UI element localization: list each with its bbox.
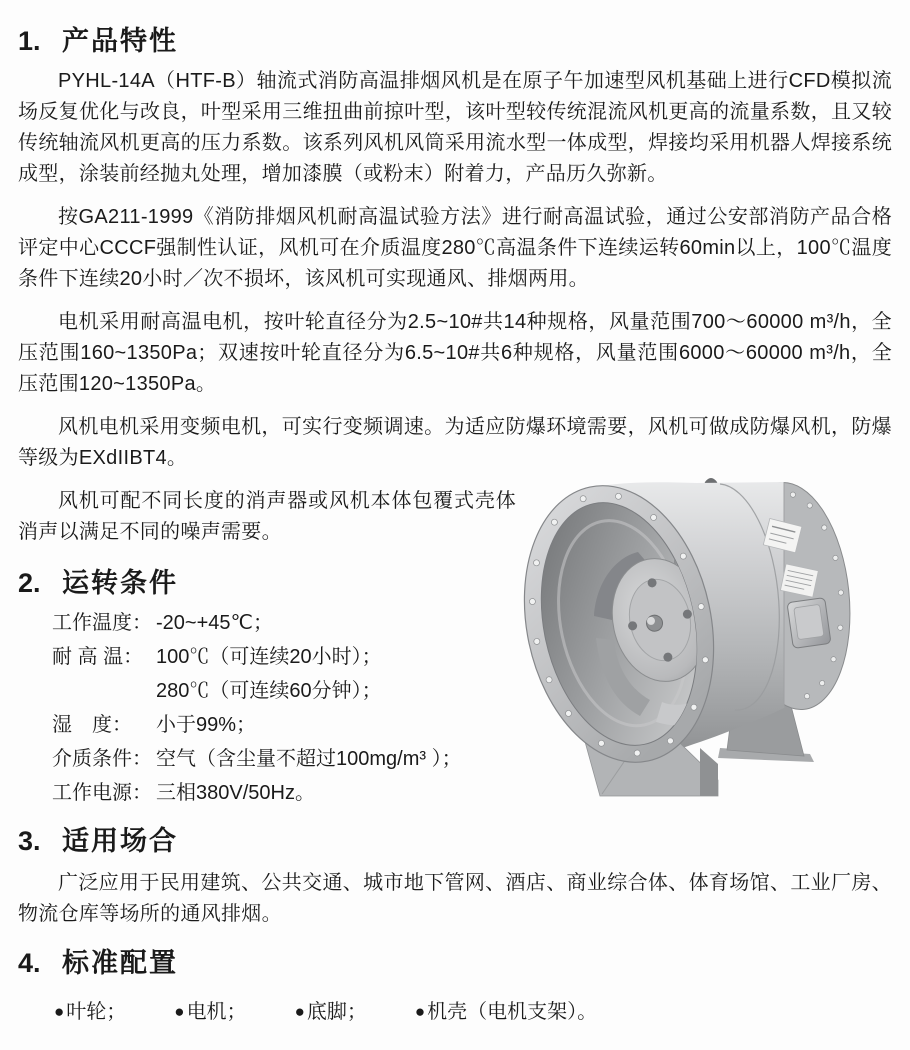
section-4-title: 标准配置 [62,948,178,978]
axial-fan-product-photo [522,448,910,806]
product-features-paragraph-2: 按GA211-1999《消防排烟风机耐高温试验方法》进行耐高温试验，通过公安部消防产品合格评定中心CCCF强制性认证，风机可在介质温度280℃高温条件下连续运转60min以上，100℃温度条件下连续20小时／次不损坏，该风机可实现通风、排烟两用。 [18,206,892,290]
condition-row [52,742,538,776]
operating-conditions-section [18,566,538,810]
section-3-heading [18,824,892,858]
config-item-foot [295,998,367,1026]
condition-row [52,606,538,640]
condition-value: 三相380V/50Hz。 [156,782,315,804]
section-3-title: 适用场合 [62,826,178,856]
section-1-title: 产品特性 [62,26,178,56]
conditions-list [18,606,538,810]
condition-row [52,674,538,708]
product-features-paragraph-4: 风机电机采用变频电机，可实行变频调速。为适应防爆环境需要，风机可做成防爆风机，防爆等级为EXdIIBT4。 [18,416,892,469]
condition-value: 100℃（可连续20小时）； [156,646,382,668]
condition-row [52,640,538,674]
config-item-label: 电机； [186,1001,247,1023]
condition-label: 湿 度： [52,714,132,736]
config-item-casing [415,998,597,1026]
condition-row [52,708,538,742]
section-2-number: 2. [18,568,41,598]
product-features-paragraph-5: 风机可配不同长度的消声器或风机本体包覆式壳体消声以满足不同的噪声需要。 [18,490,516,543]
section-2-title: 运转条件 [62,568,178,598]
config-item-label: 机壳（电机支架）。 [427,1001,598,1023]
section-4-heading [18,946,892,980]
config-item-impeller [54,998,126,1026]
section-1-number: 1. [18,26,41,56]
applications-paragraph: 广泛应用于民用建筑、公共交通、城市地下管网、酒店、商业综合体、体育场馆、工业厂房、物流仓库等场所的通风排烟。 [18,872,892,925]
config-item-motor [174,998,246,1026]
bullet-icon: ● [54,1002,65,1021]
product-features-paragraph-1: PYHL-14A（HTF-B）轴流式消防高温排烟风机是在原子午加速型风机基础上进行CFD模拟流场反复优化与改良，叶型采用三维扭曲前掠叶型，该叶型较传统混流风机更高的流量系数，且又较传统轴流风机更高的压力系数。该系列风机风筒采用流水型一体成型，焊接均采用机器人焊接系统成型，涂装前经抛丸处理，增加漆膜（或粉末）附着力，产品历久弥新。 [18,70,892,185]
condition-label: 耐 高 温： [52,646,144,668]
condition-value: 空气（含尘量不超过100mg/m³ ）； [156,748,462,770]
section-2-heading [18,566,538,600]
config-item-label: 底脚； [306,1001,367,1023]
section-4-number: 4. [18,948,41,978]
product-features-paragraph-3: 电机采用耐高温电机，按叶轮直径分为2.5~10#共14种规格，风量范围700～60000 m³/h，全压范围160~1350Pa；双速按叶轮直径分为6.5~10#共6种规格，风量范围6000～60000 m³/h，全压范围120~1350Pa。 [18,311,892,395]
condition-label: 介质条件： [52,748,152,770]
config-item-label: 叶轮； [66,1001,127,1023]
condition-label [52,674,156,708]
fan-illustration [522,448,910,806]
condition-row [52,776,538,810]
condition-label: 工作电源： [52,782,152,804]
condition-value: 280℃（可连续60分钟）； [156,680,382,702]
condition-label: 工作温度： [52,612,152,634]
fan-junction-box [787,598,831,649]
condition-value: 小于99%； [156,714,257,736]
standard-configuration-list [18,998,892,1026]
bullet-icon: ● [294,1002,305,1021]
bullet-icon: ● [174,1002,185,1021]
bullet-icon: ● [414,1002,426,1021]
section-1-heading [18,24,892,58]
section-3-number: 3. [18,826,41,856]
condition-value: -20~+45℃； [156,612,273,634]
